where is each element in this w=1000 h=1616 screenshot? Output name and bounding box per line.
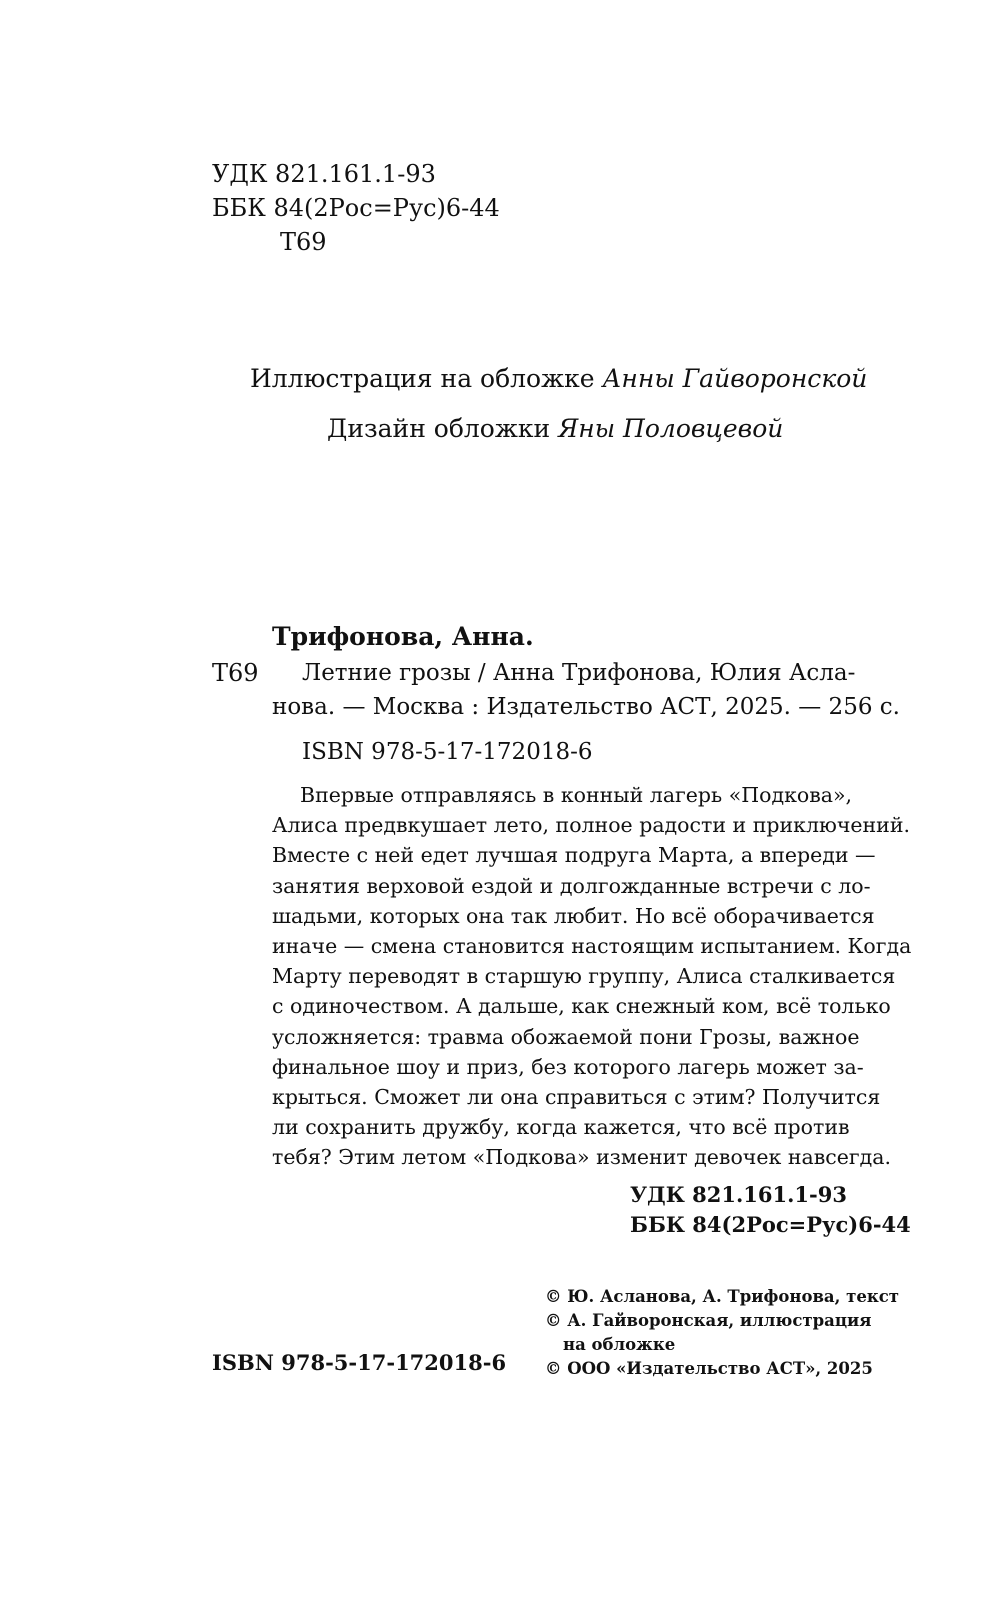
card-author-mark: Т69 xyxy=(212,659,259,687)
copyright-illustration: © А. Гайворонская, иллюстрация xyxy=(545,1311,872,1330)
annotation-line: финальное шоу и приз, без которого лагерь может за- xyxy=(272,1054,864,1079)
author-mark: Т69 xyxy=(280,228,327,256)
annotation-line: шадьми, которых она так любит. Но всё оборачивается xyxy=(272,903,875,928)
isbn: ISBN 978-5-17-172018-6 xyxy=(212,1350,507,1375)
copyright-block xyxy=(545,1285,899,1381)
bbk-code: ББК 84(2Рос=Рус)6-44 xyxy=(212,194,500,222)
bibliographic-entry-line-2: нова. — Москва : Издательство АСТ, 2025. — 256 с. xyxy=(272,694,900,720)
design-credit xyxy=(327,412,783,446)
copyright-publisher: © ООО «Издательство АСТ», 2025 xyxy=(545,1359,873,1378)
illustration-credit xyxy=(250,362,867,396)
annotation-line: Впервые отправляясь в конный лагерь «Подкова», xyxy=(300,783,853,807)
bottom-bbk-code: ББК 84(2Рос=Рус)6-44 xyxy=(630,1212,911,1237)
illustrator-name: Анны Гайворонской xyxy=(602,364,868,393)
annotation-line: с одиночеством. А дальше, как снежный ком, всё только xyxy=(272,994,891,1019)
bibliographic-entry-line-1: Летние грозы / Анна Трифонова, Юлия Асла- xyxy=(302,660,856,686)
card-author: Трифонова, Анна. xyxy=(272,622,534,651)
illustration-credit-label: Иллюстрация на обложке xyxy=(250,364,603,393)
annotation-line: Алиса предвкушает лето, полное радости и приключений. xyxy=(272,813,911,838)
annotation-line: занятия верховой ездой и долгожданные встречи с ло- xyxy=(272,873,871,898)
copyright-illustration-cont: на обложке xyxy=(563,1335,676,1354)
annotation-line: ли сохранить дружбу, когда кажется, что всё против xyxy=(272,1115,850,1140)
annotation-line: усложняется: травма обожаемой пони Грозы, важное xyxy=(272,1024,860,1049)
annotation-line: тебя? Этим летом «Подкова» изменит девочек навсегда. xyxy=(272,1145,891,1170)
annotation-line: Вместе с ней едет лучшая подруга Марта, а впереди — xyxy=(272,843,876,868)
copyright-text: © Ю. Асланова, А. Трифонова, текст xyxy=(545,1287,900,1306)
annotation-line: иначе — смена становится настоящим испытанием. Когда xyxy=(272,934,912,959)
annotation-line: крыться. Сможет ли она справиться с этим? Получится xyxy=(272,1085,881,1110)
bottom-udk-code: УДК 821.161.1-93 xyxy=(630,1182,847,1207)
annotation xyxy=(272,780,912,1173)
designer-name: Яны Половцевой xyxy=(558,414,784,443)
annotation-line: Марту переводят в старшую группу, Алиса сталкивается xyxy=(272,964,896,989)
card-isbn: ISBN 978-5-17-172018-6 xyxy=(302,739,593,765)
udk-code: УДК 821.161.1-93 xyxy=(212,160,436,188)
design-credit-label: Дизайн обложки xyxy=(327,414,559,443)
